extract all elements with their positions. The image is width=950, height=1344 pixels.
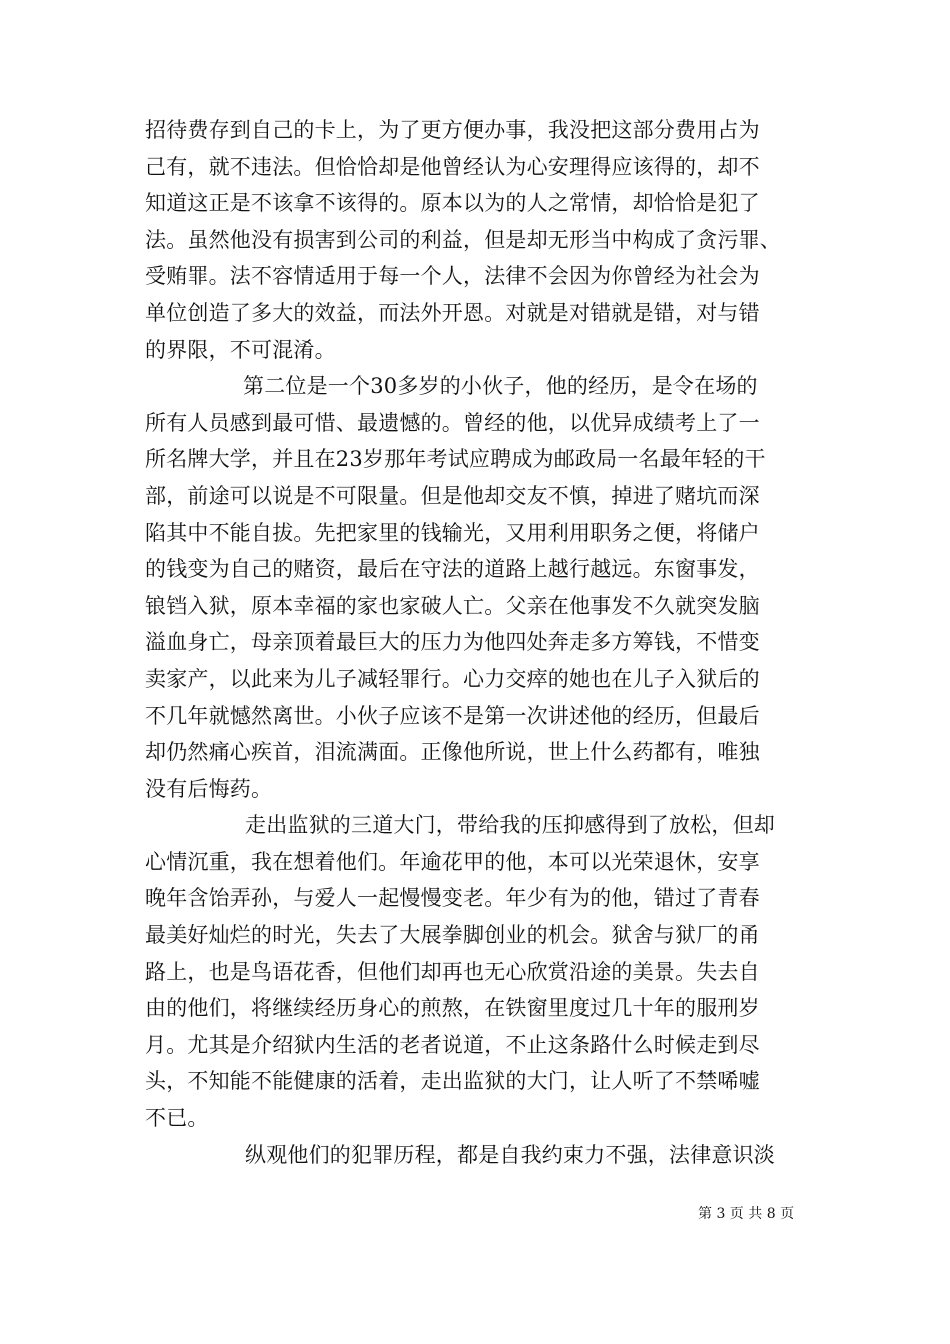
page-number-footer: 第 3 页 共 8 页 <box>698 1206 795 1222</box>
text-line: 知道这正是不该拿不该得的。原本以为的人之常情，却恰恰是犯了 <box>145 191 760 216</box>
text-line: 单位创造了多大的效益，而法外开恩。对就是对错就是错，对与错 <box>145 300 760 325</box>
text-line: 卖家产，以此来为儿子减轻罪行。心力交瘁的她也在儿子入狱后的 <box>145 666 760 691</box>
text-line: 最美好灿烂的时光，失去了大展拳脚创业的机会。狱舍与狱厂的甬 <box>145 923 760 948</box>
text-line: 路上，也是鸟语花香，但他们却再也无心欣赏沿途的美景。失去自 <box>145 959 760 984</box>
text-line: 的钱变为自己的赌资，最后在守法的道路上越行越远。东窗事发， <box>145 557 760 582</box>
text-line: 心情沉重，我在想着他们。年逾花甲的他，本可以光荣退休，安享 <box>145 849 760 874</box>
text-line: 溢血身亡，母亲顶着最巨大的压力为他四处奔走多方筹钱，不惜变 <box>145 630 760 655</box>
paragraph-start-line: 纵观他们的犯罪历程，都是自我约束力不强，法律意识淡 <box>245 1142 775 1167</box>
text-line: 由的他们，将继续经历身心的煎熬，在铁窗里度过几十年的服刑岁 <box>145 996 760 1021</box>
text-line: 招待费存到自己的卡上，为了更方便办事，我没把这部分费用占为 <box>145 118 760 142</box>
text-line: 法。虽然他没有损害到公司的利益，但是却无形当中构成了贪污罪、 <box>145 227 781 252</box>
text-line: 不已。 <box>145 1106 209 1131</box>
document-body <box>145 112 815 1173</box>
paragraph-start-line: 走出监狱的三道大门，带给我的压抑感得到了放松，但却 <box>245 813 775 838</box>
text-line: 锒铛入狱，原本幸福的家也家破人亡。父亲在他事发不久就突发脑 <box>145 593 760 618</box>
text-line: 晚年含饴弄孙，与爱人一起慢慢变老。年少有为的他，错过了青春 <box>145 886 760 911</box>
text-line: 不几年就憾然离世。小伙子应该不是第一次讲述他的经历，但最后 <box>145 703 760 728</box>
text-line: 所名牌大学，并且在23岁那年考试应聘成为邮政局一名最年轻的干 <box>145 447 766 472</box>
paragraph-start-line: 第二位是一个30多岁的小伙子，他的经历，是令在场的 <box>243 374 758 399</box>
text-line: 陷其中不能自拔。先把家里的钱输光，又用利用职务之便，将储户 <box>145 520 760 545</box>
text-line: 部，前途可以说是不可限量。但是他却交友不慎，掉进了赌坑而深 <box>145 483 760 508</box>
text-line: 月。尤其是介绍狱内生活的老者说道，不止这条路什么时候走到尽 <box>145 1032 760 1057</box>
text-line: 的界限，不可混淆。 <box>145 337 336 362</box>
text-line: 头，不知能不能健康的活着，走出监狱的大门，让人听了不禁唏嘘 <box>145 1069 760 1094</box>
text-line: 己有，就不违法。但恰恰却是他曾经认为心安理得应该得的，却不 <box>145 154 760 179</box>
text-line: 却仍然痛心疾首，泪流满面。正像他所说，世上什么药都有，唯独 <box>145 740 760 765</box>
text-line: 没有后悔药。 <box>145 776 273 801</box>
text-line: 所有人员感到最可惜、最遗憾的。曾经的他，以优异成绩考上了一 <box>145 410 760 435</box>
text-line: 受贿罪。法不容情适用于每一个人，法律不会因为你曾经为社会为 <box>145 264 760 289</box>
